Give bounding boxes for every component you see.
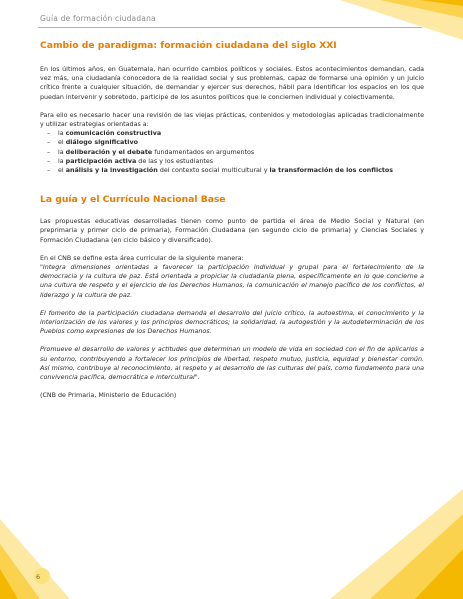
section-heading-curriculo: La guía y el Currículo Nacional Base (40, 194, 226, 206)
footer-decoration (0, 489, 463, 599)
source-citation: (CNB de Primaria, Ministerio de Educación) (40, 392, 177, 400)
strategy-list (40, 129, 424, 175)
list-item: – la participación activa de las y los estudiantes (47, 157, 214, 165)
quote-paragraph: Promueve el desarrollo de valores y actitudes que determinan un modelo de vida en sociedad con el fin de aplicarlos a su entorno, contribuyendo a fortalecer los principios de libertad, respeto mutuo, justicia, equidad y bienestar común. Así mismo, contribuye al reconocimiento, al respeto y al desarrollo de las culturas del país, como fundamento para una convivencia pacífica, democrática e intercultural". (40, 346, 424, 382)
paragraph: En los últimos años, en Guatemala, han ocurrido cambios políticos y sociales. Estos acontecimientos demandan, cada vez más, una ciudadanía conocedora de la realidad social y sus problemas, capaz de formarse una opinión y un juicio crítico frente a cualquier situación, de demandar y ejercer sus derechos, hábil para identificar los espacios en los que puedan intervenir y sobretodo, participe de los asuntos políticos que le conciernen individual y colectivamente. (40, 66, 424, 101)
running-header: Guía de formación ciudadana (40, 14, 156, 23)
page-number: 6 (36, 573, 41, 581)
paragraph: Para ello es necesario hacer una revisión de las viejas prácticas, contenidos y metodologías aplicadas tradicionalmente y utilizar estrategias orientadas a: (40, 111, 424, 129)
quote-paragraph: "Integra dimensiones orientadas a favorecer la participación individual y grupal para el fortalecimiento de la democracia y la cultura de paz. Está orientada a propiciar la ciudadanía plena, específicamente en lo que concierne a una cultura de respeto y el ejercicio de los Derechos Humanos, la comunicación el manejo pacífico de los conflictos, el liderazgo y la cultura de paz. (40, 264, 424, 299)
list-item: – el análisis y la investigación del contexto social multicultural y la transformación de los conflictos (47, 167, 394, 175)
quote-paragraph: El fomento de la participación ciudadana demanda el desarrollo del juicio crítico, la autoestima, el conocimiento y la interiorización de los valores y los principios democráticos; la solidaridad, la autogestión y la autodeterminación de los Pueblos como expresiones de los Derechos Humanos. (40, 309, 424, 336)
paragraph: En el CNB se define esta área curricular de la siguiente manera: (40, 254, 244, 262)
list-item: – la deliberación y el debate fundamentados en argumentos (47, 148, 255, 156)
list-item: – el diálogo significativo (47, 139, 138, 147)
page-content (40, 40, 424, 400)
header-rule (38, 27, 422, 28)
list-item: – la comunicación constructiva (47, 130, 162, 138)
paragraph: Las propuestas educativas desarrolladas tienen como punto de partida el área de Medio Social y Natural (en preprimaria y primer ciclo de primaria), Formación Ciudadana (en segundo ciclo de primaria) y Ciencias Sociales y Formación Ciudadana (en ciclo básico y diversificado). (40, 218, 424, 244)
section-heading-paradigma: Cambio de paradigma: formación ciudadana del siglo XXI (40, 40, 337, 51)
